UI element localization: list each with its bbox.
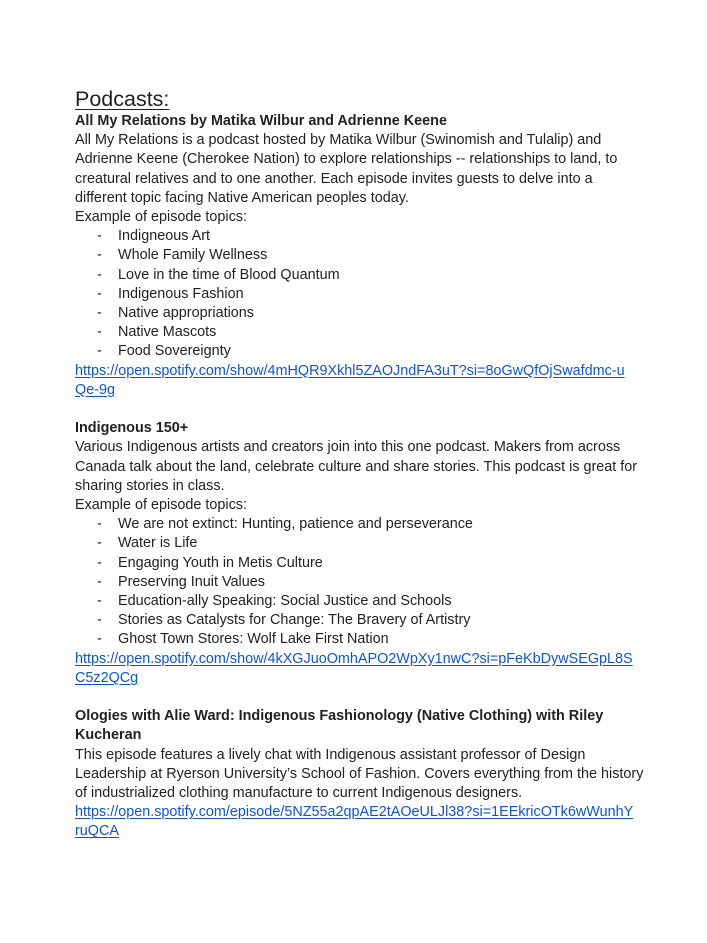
topic-list — [75, 227, 647, 361]
list-item: - Water is Life — [97, 535, 198, 552]
list-item: - We are not extinct: Hunting, patience and perseverance — [97, 516, 473, 533]
podcast-link[interactable]: https://open.spotify.com/show/4mHQR9Xkhl5ZAOJndFA3uT?si=8oGwQfOjSwafdmc-uQe-9g — [75, 362, 625, 398]
page-title: Podcasts: — [75, 87, 170, 111]
list-item: - Indigenous Fashion — [97, 285, 244, 302]
list-item: - Engaging Youth in Metis Culture — [97, 554, 323, 571]
podcast-title: Ologies with Alie Ward: Indigenous Fashionology (Native Clothing) with Riley Kucheran — [75, 708, 604, 744]
podcast-link[interactable]: https://open.spotify.com/show/4kXGJuoOmhAPO2WpXy1nwC?si=pFeKbDywSEGpL8SC5z2QCg — [75, 650, 633, 686]
list-item: - Food Sovereignty — [97, 343, 231, 360]
list-item: - Ghost Town Stores: Wolf Lake First Nation — [97, 631, 389, 648]
topics-label: Example of episode topics: — [75, 497, 247, 514]
list-item: - Stories as Catalysts for Change: The Bravery of Artistry — [97, 612, 471, 629]
list-item: - Native appropriations — [97, 305, 254, 322]
list-item: - Whole Family Wellness — [97, 247, 268, 264]
list-item: - Education-ally Speaking: Social Justice and Schools — [97, 593, 452, 610]
podcast-description: This episode features a lively chat with Indigenous assistant professor of Design Leadership at Ryerson University’s School of Fashion. Covers everything from the history of industrialized clothing manufacture to current Indigenous designers. — [75, 746, 644, 802]
podcast-title: Indigenous 150+ — [75, 420, 189, 437]
topic-list — [75, 515, 647, 649]
podcast-link[interactable]: https://open.spotify.com/episode/5NZ55a2qpAE2tAOeULJl38?si=1EEkricOTk6wWunhYruQCA — [75, 804, 634, 840]
list-item: - Preserving Inuit Values — [97, 573, 265, 590]
podcast-description: Various Indigenous artists and creators join into this one podcast. Makers from across Canada talk about the land, celebrate culture and share stories. This podcast is great for sharing stories in class. — [75, 439, 638, 494]
spacer — [75, 400, 647, 419]
podcast-section — [75, 707, 647, 841]
podcast-description: All My Relations is a podcast hosted by Matika Wilbur (Swinomish and Tulalip) and Adrienne Keene (Cherokee Nation) to explore relationships -- relationships to land, to creatural relatives and to one another. Each episode invites guests to delve into a different topic facing Native American peoples today. — [75, 132, 618, 206]
list-item: - Indigneous Art — [97, 228, 211, 245]
spacer — [75, 688, 647, 707]
list-item: - Native Mascots — [97, 324, 217, 341]
list-item: - Love in the time of Blood Quantum — [97, 266, 340, 283]
podcast-title: All My Relations by Matika Wilbur and Adrienne Keene — [75, 113, 447, 129]
topics-label: Example of episode topics: — [75, 209, 247, 226]
podcast-section — [75, 112, 647, 400]
podcast-section — [75, 419, 647, 688]
